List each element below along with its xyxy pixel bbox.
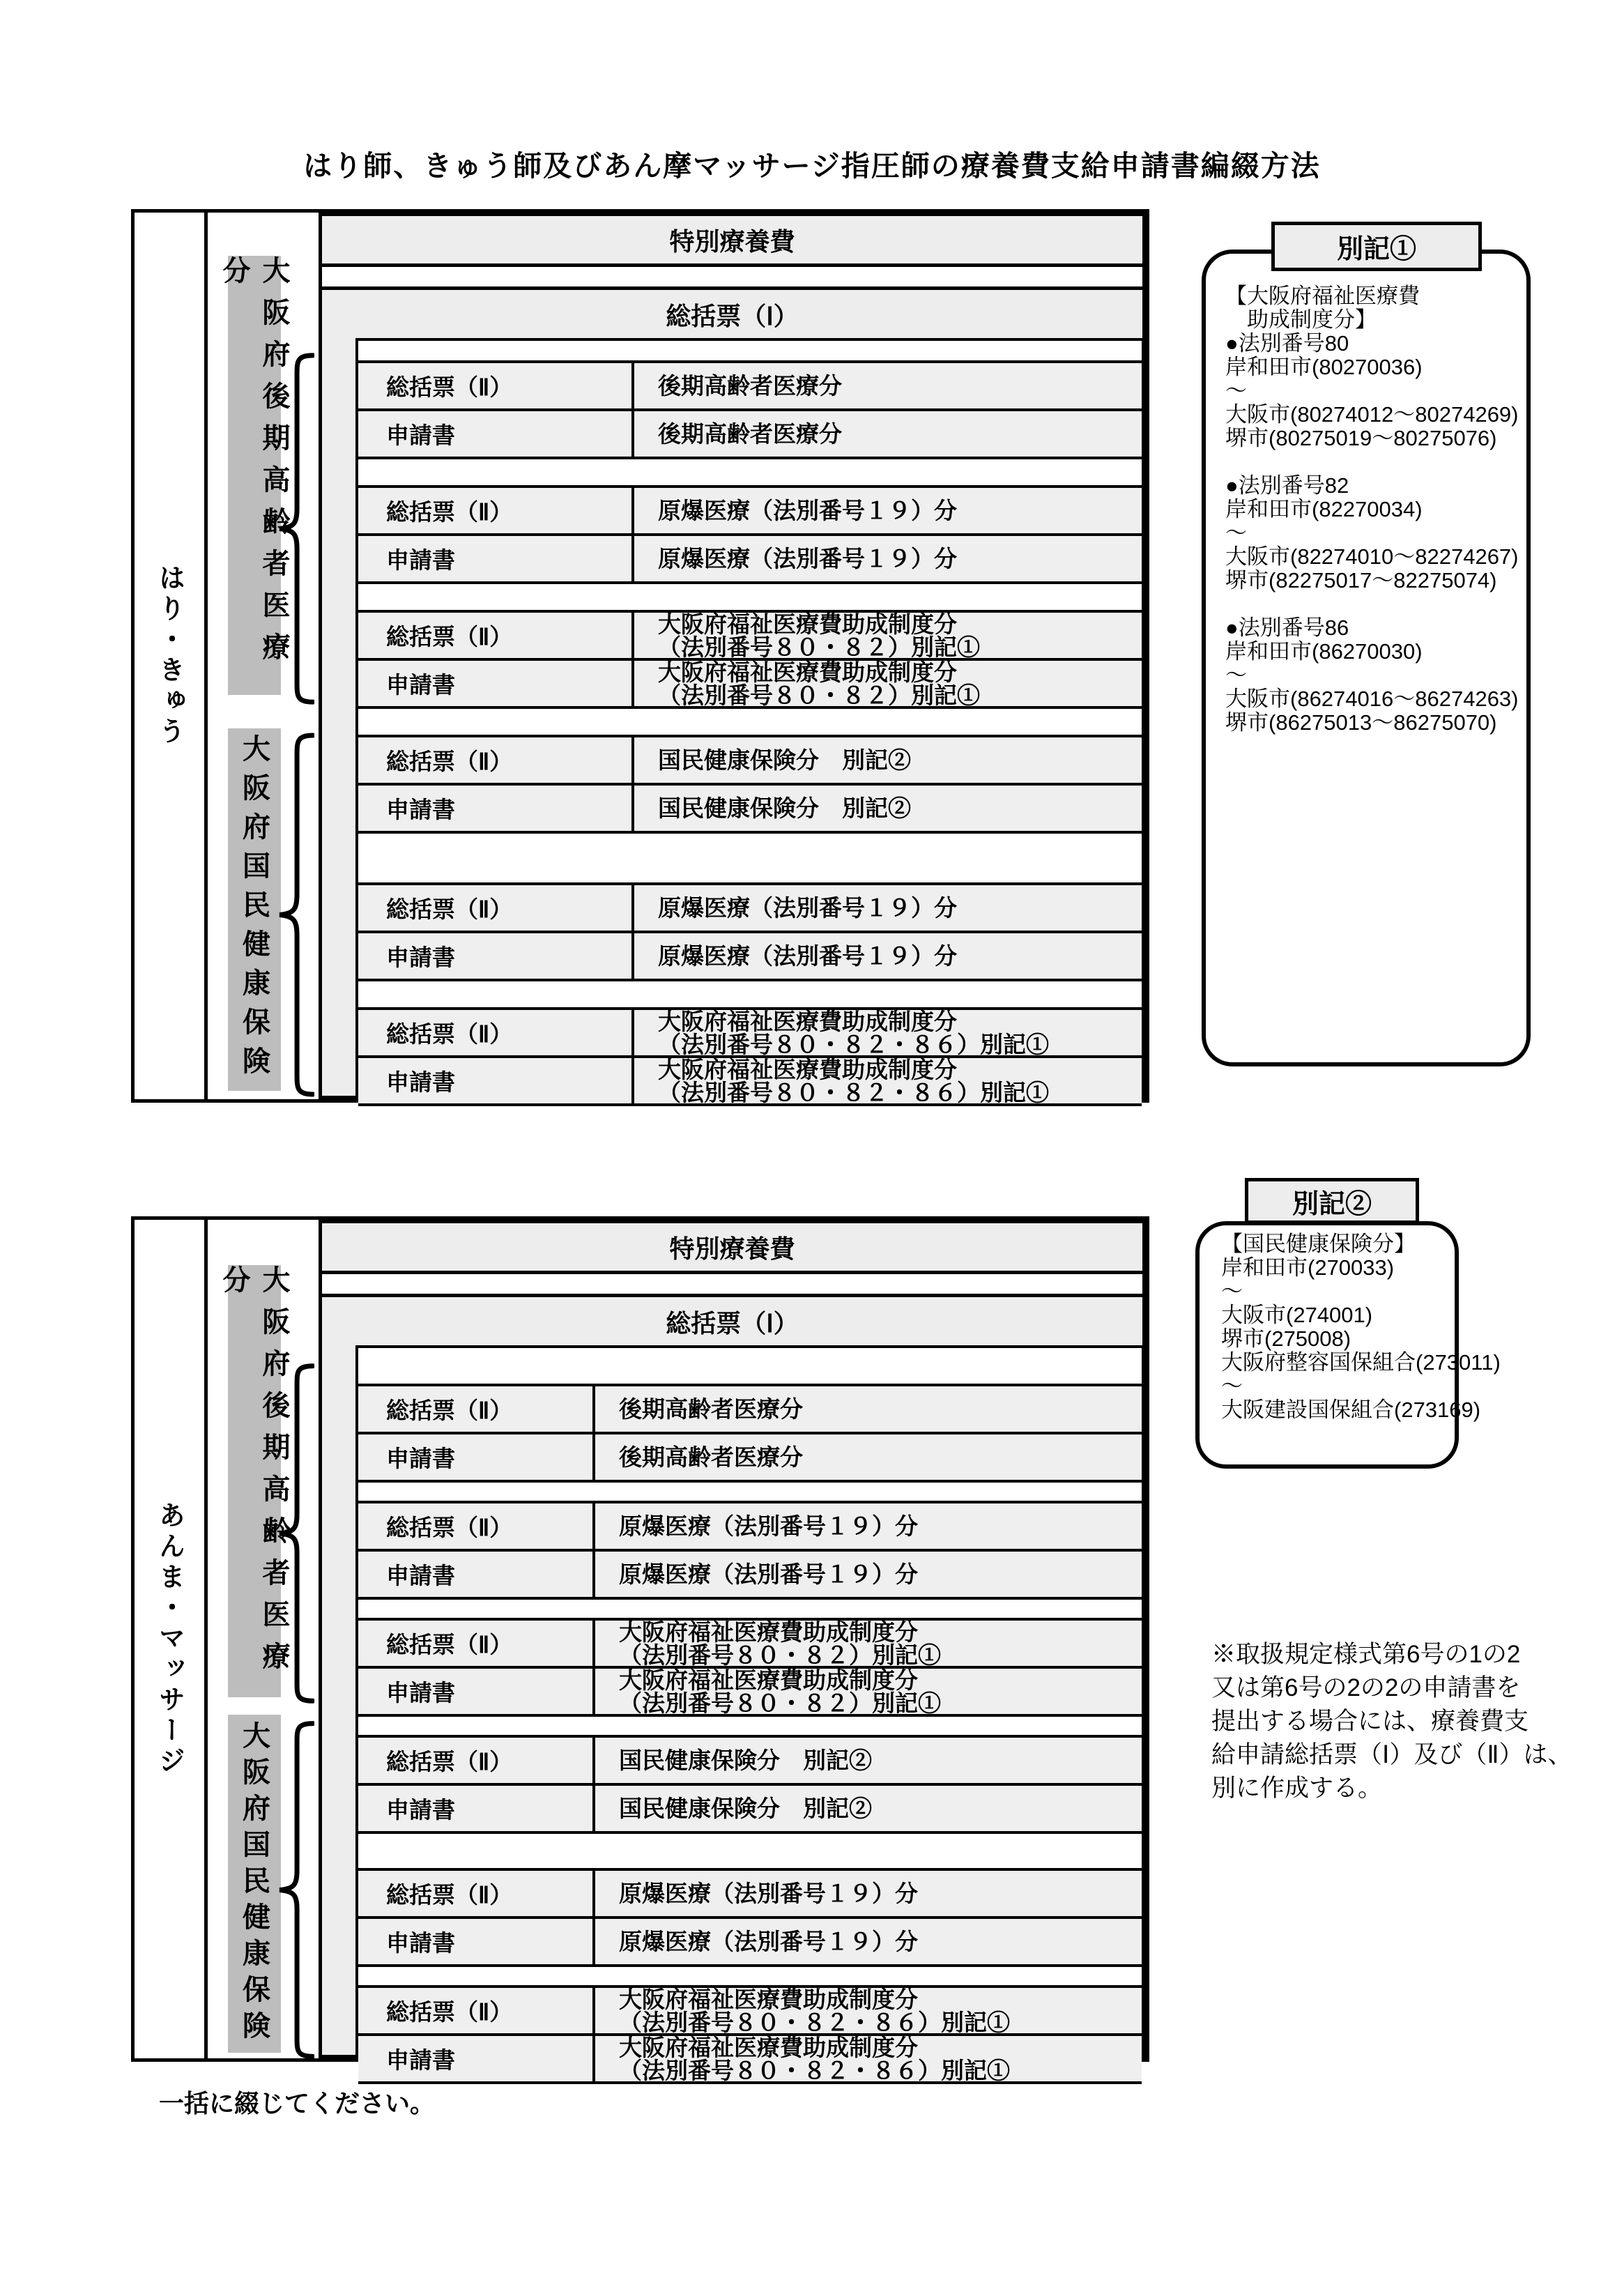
row-label-cell: 総括票（Ⅱ） bbox=[358, 1010, 634, 1055]
row-label-cell: 申請書 bbox=[358, 1552, 595, 1597]
note-line: 大阪市(274001) bbox=[1221, 1303, 1373, 1327]
note-line: 岸和田市(270033) bbox=[1221, 1255, 1395, 1280]
row-desc-cell: 原爆医療（法別番号１９）分 bbox=[619, 1881, 918, 1906]
summary-row bbox=[358, 1549, 1142, 1597]
note-line: ●法別番号80 bbox=[1225, 331, 1349, 355]
row-desc-cell: 原爆医療（法別番号１９）分 bbox=[658, 895, 957, 921]
row-desc-cell: 大阪府福祉医療費助成制度分 （法別番号８０・８２・８６）別記① bbox=[619, 2034, 1010, 2083]
summary-row bbox=[358, 1503, 1142, 1549]
remark-line: 又は第6号の2の2の申請書を bbox=[1211, 1674, 1521, 1701]
note-line: 堺市(86275013～86275070) bbox=[1225, 710, 1497, 735]
row-desc-cell: 後期高齢者医療分 bbox=[619, 1396, 803, 1422]
row-label-cell: 総括票（Ⅱ） bbox=[358, 613, 634, 658]
beppyo2-note-text bbox=[1221, 1232, 1501, 1422]
row-label-cell: 申請書 bbox=[358, 411, 634, 457]
page-title: はり師、きゅう師及びあん摩マッサージ指圧師の療養費支給申請書編綴方法 bbox=[303, 150, 1321, 182]
row-label-cell: 申請書 bbox=[358, 786, 634, 831]
remark-line: 提出する場合には、療養費支 bbox=[1211, 1708, 1529, 1735]
row-group bbox=[358, 1384, 1142, 1483]
note-line: 大阪市(82274010～82274267) bbox=[1225, 544, 1519, 569]
row-desc-cell: 後期高齢者医療分 bbox=[619, 1444, 803, 1470]
left-brace-icon bbox=[277, 1363, 314, 1704]
row-group bbox=[358, 882, 1142, 981]
row-label-cell: 総括票（Ⅱ） bbox=[358, 1386, 595, 1432]
summary-row bbox=[358, 931, 1142, 979]
row-group bbox=[358, 610, 1142, 709]
remark-line: ※取扱規定様式第6号の1の2 bbox=[1211, 1641, 1521, 1668]
row-group bbox=[358, 1735, 1142, 1834]
row-label-cell: 申請書 bbox=[358, 933, 634, 979]
row-label-cell: 総括票（Ⅱ） bbox=[358, 488, 634, 533]
category-label-kouki-koureisha: 大阪府後期高齢者医療分 bbox=[228, 256, 281, 695]
left-brace-icon bbox=[277, 1720, 314, 2060]
row-desc-cell: 国民健康保険分 別記② bbox=[619, 1747, 872, 1773]
note-line: ～ bbox=[1225, 378, 1247, 403]
note-line: 大阪府整容国保組合(273011) bbox=[1221, 1350, 1501, 1375]
note-line: 助成制度分】 bbox=[1225, 307, 1377, 332]
summary-row bbox=[358, 1988, 1142, 2033]
summary-row bbox=[358, 1738, 1142, 1783]
note-line: 堺市(80275019～80275076) bbox=[1225, 426, 1497, 450]
summary-row bbox=[358, 737, 1142, 783]
row-label-cell: 申請書 bbox=[358, 536, 634, 581]
section-hari-kyu bbox=[131, 209, 1149, 1103]
row-label-cell: 申請書 bbox=[358, 1786, 595, 1831]
row-group bbox=[358, 1007, 1142, 1106]
summary-row bbox=[358, 1618, 1142, 1668]
row-group bbox=[358, 1868, 1142, 1967]
row-desc-cell: 大阪府福祉医療費助成制度分 （法別番号８０・８２・８６）別記① bbox=[619, 1986, 1010, 2035]
row-group bbox=[358, 1501, 1142, 1600]
row-label-cell: 総括票（Ⅱ） bbox=[358, 1621, 595, 1666]
row-desc-cell: 原爆医療（法別番号１９）分 bbox=[619, 1929, 918, 1954]
row-label-cell: 総括票（Ⅱ） bbox=[358, 885, 634, 931]
category-label-kokuho: 大阪府国民健康保険 bbox=[228, 728, 281, 1091]
row-group bbox=[358, 485, 1142, 584]
summary-row bbox=[358, 1386, 1142, 1432]
row-label-cell: 申請書 bbox=[358, 1434, 595, 1480]
row-label-cell: 申請書 bbox=[358, 2036, 595, 2081]
left-brace-icon bbox=[277, 732, 314, 1098]
summary-row bbox=[358, 1055, 1142, 1103]
row-label-cell: 申請書 bbox=[358, 661, 634, 706]
row-label-cell: 申請書 bbox=[358, 1919, 595, 1964]
note-line: ●法別番号86 bbox=[1225, 615, 1349, 640]
summary-row bbox=[358, 1666, 1142, 1714]
row-desc-cell: 後期高齢者医療分 bbox=[658, 373, 842, 399]
summary-row bbox=[358, 783, 1142, 831]
row-group bbox=[358, 735, 1142, 834]
row-desc-cell: 原爆医療（法別番号１９）分 bbox=[658, 498, 957, 523]
note-line: 【国民健康保険分】 bbox=[1221, 1232, 1416, 1256]
row-desc-cell: 大阪府福祉医療費助成制度分 （法別番号８０・８２）別記① bbox=[658, 659, 980, 708]
remark-line: 給申請総括票（Ⅰ）及び（Ⅱ）は、 bbox=[1211, 1741, 1572, 1768]
beppyo1-note-text bbox=[1225, 284, 1519, 735]
row-desc-cell: 国民健康保険分 別記② bbox=[658, 747, 911, 773]
row-desc-cell: 原爆医療（法別番号１９）分 bbox=[619, 1561, 918, 1587]
note-line: 大阪市(86274016～86274263) bbox=[1225, 687, 1519, 711]
note-line bbox=[1225, 592, 1519, 616]
beppyo2-tag: 別記② bbox=[1245, 1178, 1419, 1224]
row-desc-cell: 大阪府福祉医療費助成制度分 （法別番号８０・８２・８６）別記① bbox=[658, 1008, 1049, 1057]
note-line: 岸和田市(86270030) bbox=[1225, 639, 1423, 664]
summary-row bbox=[358, 1916, 1142, 1964]
summary-row bbox=[358, 1871, 1142, 1916]
row-desc-cell: 国民健康保険分 別記② bbox=[658, 795, 911, 821]
remark-line: 別に作成する。 bbox=[1211, 1775, 1383, 1802]
row-desc-cell: 後期高齢者医療分 bbox=[658, 421, 842, 447]
note-line: ～ bbox=[1225, 663, 1247, 687]
sheet-edge-strip bbox=[319, 1274, 1146, 1294]
sheet-edge-strip bbox=[319, 267, 1146, 286]
row-desc-cell: 大阪府福祉医療費助成制度分 （法別番号８０・８２）別記① bbox=[658, 611, 980, 660]
row-label-cell: 総括票（Ⅱ） bbox=[358, 1503, 595, 1549]
summary-row bbox=[358, 1783, 1142, 1831]
beppyo1-tag: 別記① bbox=[1271, 222, 1482, 271]
category-label-kokuho: 大阪府国民健康保険 bbox=[228, 1715, 281, 2053]
summary-row bbox=[358, 2033, 1142, 2081]
side-label: はり・きゅう bbox=[154, 564, 184, 748]
row-group bbox=[358, 360, 1142, 459]
header-tokubetsu-ryoyohi: 特別療養費 bbox=[319, 1220, 1146, 1274]
summary-row bbox=[358, 885, 1142, 931]
remark-note bbox=[1211, 1638, 1572, 1805]
binding-instruction: 一括に綴じてください。 bbox=[159, 2089, 436, 2118]
note-line: ～ bbox=[1221, 1374, 1243, 1398]
row-label-cell: 総括票（Ⅱ） bbox=[358, 1738, 595, 1783]
row-label-cell: 申請書 bbox=[358, 1058, 634, 1103]
row-desc-cell: 大阪府福祉医療費助成制度分 （法別番号８０・８２）別記① bbox=[619, 1667, 941, 1716]
row-label-cell: 総括票（Ⅱ） bbox=[358, 363, 634, 408]
note-line: 大阪市(80274012～80274269) bbox=[1225, 402, 1519, 427]
row-label-cell: 総括票（Ⅱ） bbox=[358, 1988, 595, 2033]
note-line: ●法別番号82 bbox=[1225, 473, 1349, 498]
row-desc-cell: 原爆医療（法別番号１９）分 bbox=[658, 943, 957, 969]
summary-row bbox=[358, 363, 1142, 408]
note-line: 【大阪府福祉医療費 bbox=[1225, 284, 1420, 308]
note-line: 堺市(275008) bbox=[1221, 1326, 1351, 1351]
summary-row bbox=[358, 658, 1142, 706]
summary-row bbox=[358, 1010, 1142, 1055]
note-line: 岸和田市(80270036) bbox=[1225, 355, 1423, 379]
sheet-stack bbox=[355, 338, 1144, 1105]
summary-row bbox=[358, 488, 1142, 533]
row-group bbox=[358, 1618, 1142, 1717]
left-brace-icon bbox=[277, 352, 314, 705]
category-label-kouki-koureisha: 大阪府後期高齢者医療分 bbox=[228, 1265, 281, 1697]
soukatsu1-title: 総括票（Ⅰ） bbox=[666, 301, 799, 330]
side-label: あんま・マッサージ bbox=[154, 1501, 184, 1777]
row-label-cell: 申請書 bbox=[358, 1669, 595, 1714]
note-line: 堺市(82275017～82275074) bbox=[1225, 568, 1497, 592]
header-tokubetsu-ryoyohi: 特別療養費 bbox=[319, 213, 1146, 267]
note-line: 大阪建設国保組合(273169) bbox=[1221, 1398, 1481, 1422]
row-label-cell: 総括票（Ⅱ） bbox=[358, 1871, 595, 1916]
note-line bbox=[1225, 450, 1519, 474]
summary-row bbox=[358, 1432, 1142, 1480]
row-desc-cell: 国民健康保険分 別記② bbox=[619, 1796, 872, 1821]
row-group bbox=[358, 1985, 1142, 2084]
row-desc-cell: 大阪府福祉医療費助成制度分 （法別番号８０・８２・８６）別記① bbox=[658, 1056, 1049, 1105]
section-anma-massage bbox=[131, 1216, 1149, 2083]
sheet-stack bbox=[355, 1345, 1144, 2083]
summary-row bbox=[358, 613, 1142, 658]
row-desc-cell: 原爆医療（法別番号１９）分 bbox=[658, 546, 957, 572]
side-column bbox=[135, 1220, 208, 2058]
row-desc-cell: 原爆医療（法別番号１９）分 bbox=[619, 1513, 918, 1539]
soukatsu1-title: 総括票（Ⅰ） bbox=[666, 1308, 799, 1338]
row-desc-cell: 大阪府福祉医療費助成制度分 （法別番号８０・８２）別記① bbox=[619, 1618, 941, 1668]
note-line: 岸和田市(82270034) bbox=[1225, 497, 1423, 521]
note-line: ～ bbox=[1221, 1279, 1243, 1303]
row-label-cell: 総括票（Ⅱ） bbox=[358, 737, 634, 783]
note-line: ～ bbox=[1225, 521, 1247, 545]
summary-row bbox=[358, 533, 1142, 581]
side-column bbox=[135, 213, 208, 1099]
summary-row bbox=[358, 408, 1142, 457]
